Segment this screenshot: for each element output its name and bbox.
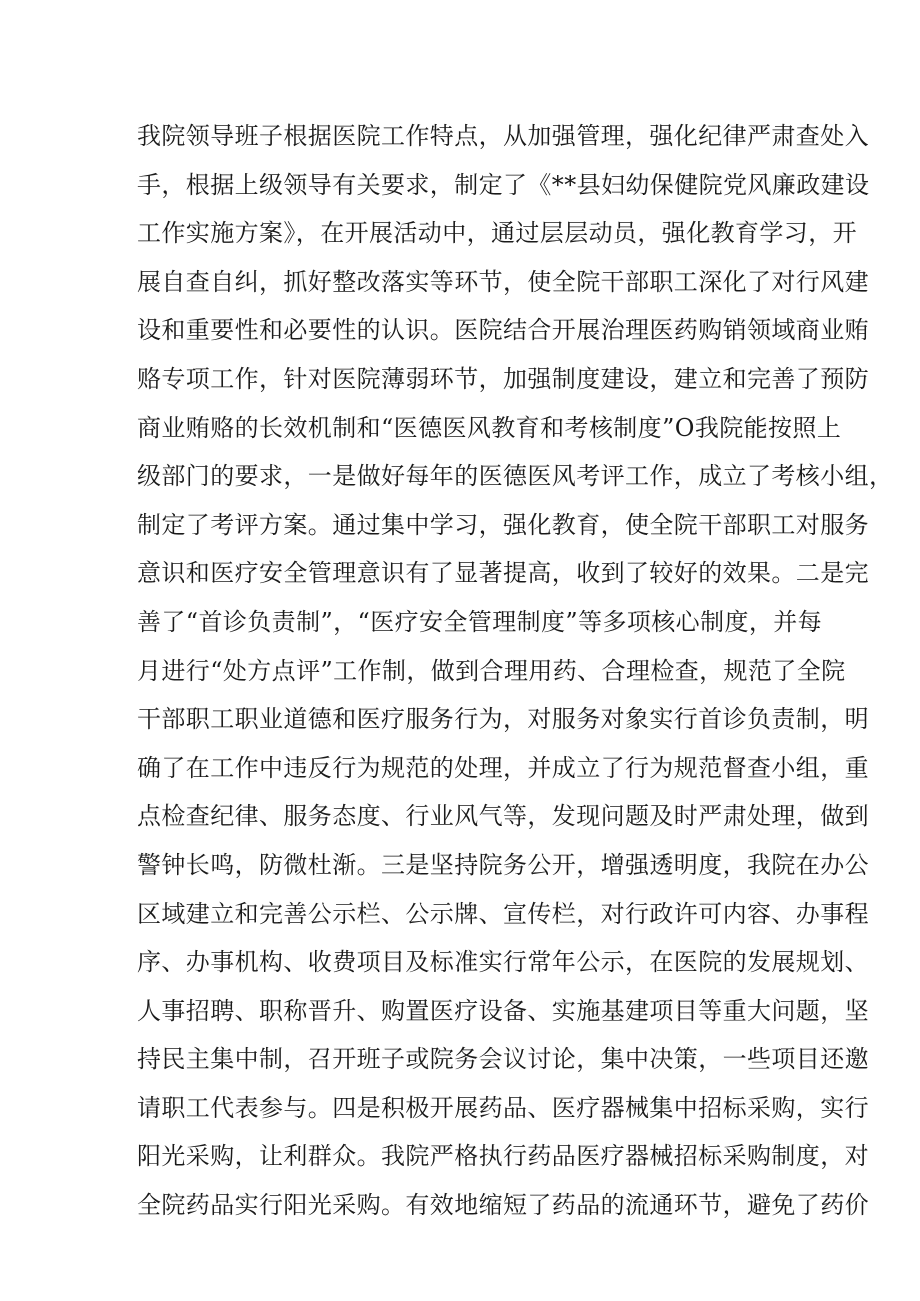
text-line: 区域建立和完善公示栏、公示牌、宣传栏，对行政许可内容、办事程 [137, 899, 869, 928]
text-line: 全院药品实行阳光采购。有效地缩短了药品的流通环节，避免了药价 [137, 1191, 869, 1220]
text-line: 持民主集中制，召开班子或院务会议讨论，集中决策，一些项目还邀 [137, 1045, 869, 1074]
text-line: 人事招聘、职称晋升、购置医疗设备、实施基建项目等重大问题，坚 [137, 996, 869, 1025]
text-line: 意识和医疗安全管理意识有了显著提高，收到了较好的效果。二是完 [137, 559, 869, 588]
text-line: 点检查纪律、服务态度、行业风气等，发现问题及时严肃处理，做到 [137, 802, 869, 831]
text-line: 商业贿赂的长效机制和“医德医风教育和考核制度”O我院能按照上 [137, 413, 842, 442]
text-line: 展自查自纠，抓好整改落实等环节，使全院干部职工深化了对行风建 [137, 267, 869, 296]
text-line: 我院领导班子根据医院工作特点，从加强管理，强化纪律严肃查处入 [137, 122, 869, 150]
text-line: 善了“首诊负责制”，“医疗安全管理制度”等多项核心制度，并每 [137, 607, 823, 636]
body-paragraph [137, 112, 894, 1230]
text-line: 级部门的要求，一是做好每年的医德医风考评工作，成立了考核小组， [137, 462, 894, 491]
text-line: 阳光采购，让利群众。我院严格执行药品医疗器械招标采购制度，对 [137, 1142, 869, 1171]
text-line: 月进行“处方点评”工作制，做到合理用药、合理检查，规范了全院 [137, 656, 846, 685]
text-line: 警钟长鸣，防微杜渐。三是坚持院务公开，增强透明度，我院在办公 [137, 850, 869, 879]
text-line: 制定了考评方案。通过集中学习，强化教育，使全院干部职工对服务 [137, 510, 869, 539]
text-line: 序、办事机构、收费项目及标准实行常年公示，在医院的发展规划、 [137, 948, 869, 977]
text-line: 请职工代表参与。四是积极开展药品、医疗器械集中招标采购，实行 [137, 1093, 869, 1122]
text-line: 手，根据上级领导有关要求，制定了《**县妇幼保健院党风廉政建设 [137, 170, 870, 199]
text-line: 赂专项工作，针对医院薄弱环节，加强制度建设，建立和完善了预防 [137, 364, 869, 393]
text-line: 干部职工职业道德和医疗服务行为，对服务对象实行首诊负责制，明 [137, 705, 869, 734]
text-line: 设和重要性和必要性的认识。医院结合开展治理医药购销领域商业贿 [137, 316, 869, 345]
text-line: 工作实施方案》，在开展活动中，通过层层动员，强化教育学习，开 [137, 219, 857, 248]
text-line: 确了在工作中违反行为规范的处理，并成立了行为规范督查小组，重 [137, 753, 869, 782]
